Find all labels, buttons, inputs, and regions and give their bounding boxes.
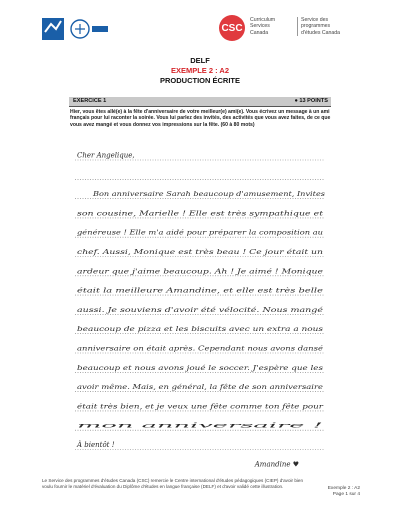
exercise-header xyxy=(69,97,331,107)
handwritten-line: anniversaire on était après. Cependant nous avons dansé xyxy=(77,345,324,353)
handwritten-line: Amandine ♥ xyxy=(254,460,299,468)
footer-note: Le Service des programmes d'études Canada (CSC) remercie le Centre international d'études pédagogiques (CIEP) d'avoir bien voulu fournir le matériel d'évaluation du Diplôme d'études en langue française (DELF) et d'avoir validé cette illustration. xyxy=(42,478,304,489)
page-number: Page 1 sur 4 xyxy=(332,492,360,497)
document-subtitle: EXEMPLE 2 : A2 xyxy=(170,66,230,75)
handwritten-line: mon anniversaire ! xyxy=(77,422,325,430)
csc-badge-icon: CSC xyxy=(219,15,245,41)
exercise-label: EXERCICE 1 xyxy=(73,98,107,104)
document-title: DELF xyxy=(190,56,210,65)
handwriting-area xyxy=(75,146,327,468)
csc-name-fr: Service des programmes d'études Canada xyxy=(297,17,371,36)
handwritten-line: beaucoup et nous avons joué le soccer. J'espère que les xyxy=(77,364,325,372)
handwritten-line: son cousine, Marielle ! Elle est très sympathique et xyxy=(77,210,324,218)
handwritten-line: généreuse ! Elle m'a aidé pour préparer la composition au xyxy=(77,229,323,237)
exercise-instructions: Hier, vous êtes allé(e) à la fête d'anniversaire de votre meilleur(e) ami(e). Vous écrivez un message à un ami français pour lui raconter la soirée. Vous lui parlez des invités, des activités que vous avez faites, de ce que vous avez mangé et vous donnez vos impressions sur la fête. (60 à 80 mots) xyxy=(70,109,331,128)
handwritten-line: avoir même. Mais, en général, la fête de son anniversaire xyxy=(77,384,324,392)
handwritten-line: À bientôt ! xyxy=(77,441,115,449)
handwritten-line: chef. Aussi, Monique est très beau ! Ce jour était un xyxy=(77,249,323,256)
section-title: PRODUCTION ÉCRITE xyxy=(159,76,240,85)
document-titles xyxy=(0,56,400,85)
handwritten-line: beaucoup de pizza et les biscuits avec un extra a nous xyxy=(77,326,325,334)
handwritten-line: Cher Angelique, xyxy=(77,151,135,160)
page-info xyxy=(328,486,360,498)
handwritten-line: Bon anniversaire Sarah beaucoup d'amusement, Invites xyxy=(91,191,326,199)
ciep-logos xyxy=(42,16,110,44)
csc-name-en: Curriculum Services Canada xyxy=(250,17,276,36)
handwritten-line: ardeur que j'aime beaucoup. Ah ! Je aimé ! Monique xyxy=(77,268,324,276)
handwritten-line: aussi. Je souviens d'avoir été vélocité. Nous mangé xyxy=(77,306,324,314)
exercise-points: ● 13 POINTS xyxy=(294,98,328,104)
csc-logo xyxy=(219,15,369,45)
handwritten-line: était la meilleure Amandine, et elle est très belle xyxy=(77,287,324,295)
handwriting-svg xyxy=(75,146,327,468)
handwritten-line: était très bien, et je veux une fête comme ton fête pour xyxy=(77,403,325,411)
page-label: Exemple 2 : A2 xyxy=(327,486,360,491)
